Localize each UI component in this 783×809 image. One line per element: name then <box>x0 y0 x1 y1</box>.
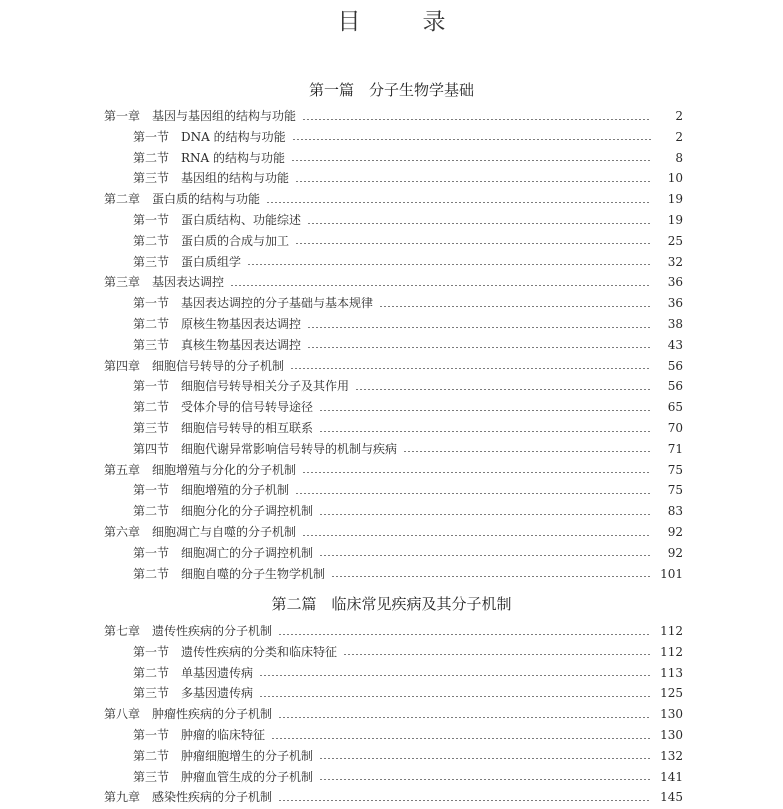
page-number: 70 <box>667 421 683 435</box>
toc-section-entry[interactable] <box>133 642 683 662</box>
dot-leader <box>271 738 651 739</box>
page-number: 112 <box>660 624 683 638</box>
entry-title: 第六章 细胞凋亡与自噬的分子机制 <box>104 525 297 539</box>
dot-leader <box>319 431 651 432</box>
dot-leader <box>319 514 651 515</box>
toc-section-entry[interactable] <box>133 725 683 745</box>
dot-leader <box>259 675 651 676</box>
page-number: 10 <box>667 171 683 186</box>
entry-title: 第八章 肿瘤性疾病的分子机制 <box>104 707 273 722</box>
dot-leader <box>295 493 651 494</box>
dot-leader <box>295 243 651 244</box>
entry-title: 第二节 RNA 的结构与功能 <box>133 150 286 165</box>
dot-leader <box>291 160 651 161</box>
entry-title: 第三节 细胞信号转导的相互联系 <box>133 421 314 435</box>
dot-leader <box>230 285 651 286</box>
dot-leader <box>302 119 651 120</box>
toc-section-entry[interactable] <box>133 746 683 766</box>
dot-leader <box>266 202 651 203</box>
toc-chapter-entry[interactable] <box>104 704 683 724</box>
entry-title: 第一节 遗传性疾病的分类和临床特征 <box>133 644 338 659</box>
page-number: 43 <box>667 337 683 352</box>
entry-title: 第九章 感染性疾病的分子机制 <box>104 790 273 805</box>
toc-section-entry[interactable] <box>133 439 683 459</box>
title-char-1: 目 <box>337 9 361 35</box>
page-number: 92 <box>667 525 683 539</box>
entry-title: 第四节 细胞代谢异常影响信号转导的机制与疾病 <box>133 441 398 456</box>
entry-title: 第一节 细胞增殖的分子机制 <box>133 483 290 498</box>
page-number: 36 <box>667 296 683 311</box>
toc-chapter-entry[interactable] <box>104 106 683 126</box>
entry-title: 第一节 基因表达调控的分子基础与基本规律 <box>133 296 374 311</box>
toc-chapter-entry[interactable] <box>104 621 683 641</box>
dot-leader <box>403 451 651 452</box>
page-number: 130 <box>660 728 683 742</box>
dot-leader <box>307 327 651 328</box>
toc-section-entry[interactable] <box>133 231 683 251</box>
page-number: 19 <box>667 213 683 227</box>
page-number: 38 <box>667 317 683 331</box>
page-number: 65 <box>667 400 683 415</box>
dot-leader <box>247 264 651 265</box>
toc-section-entry[interactable] <box>133 376 683 396</box>
dot-leader <box>319 758 651 759</box>
page-number: 56 <box>667 358 683 373</box>
part-heading: 第二篇 临床常见疾病及其分子机制 <box>271 595 512 613</box>
entry-title: 第一节 细胞信号转导相关分子及其作用 <box>133 379 350 394</box>
dot-leader <box>319 410 651 411</box>
toc-section-entry[interactable] <box>133 168 683 188</box>
entry-title: 第二节 单基因遗传病 <box>133 665 254 680</box>
toc-chapter-entry[interactable] <box>104 460 683 480</box>
dot-leader <box>295 181 651 182</box>
page-number: 112 <box>660 644 683 659</box>
toc-chapter-entry[interactable] <box>104 787 683 807</box>
page-number: 19 <box>667 192 683 207</box>
dot-leader <box>319 555 651 556</box>
entry-title: 第一节 细胞凋亡的分子调控机制 <box>133 545 314 560</box>
toc-chapter-entry[interactable] <box>104 522 683 542</box>
dot-leader <box>331 576 651 577</box>
toc-section-entry[interactable] <box>133 663 683 683</box>
toc-section-entry[interactable] <box>133 127 683 147</box>
dot-leader <box>355 389 651 390</box>
dot-leader <box>290 368 651 369</box>
entry-title: 第三节 肿瘤血管生成的分子机制 <box>133 769 314 784</box>
page-number: 75 <box>667 483 683 498</box>
entry-title: 第五章 细胞增殖与分化的分子机制 <box>104 462 297 477</box>
page-number: 32 <box>667 254 683 269</box>
entry-title: 第三节 蛋白质组学 <box>133 254 242 269</box>
toc-section-entry[interactable] <box>133 148 683 168</box>
toc-section-entry[interactable] <box>133 767 683 787</box>
page-number: 113 <box>660 665 683 680</box>
page-number: 101 <box>660 566 683 581</box>
toc-section-entry[interactable] <box>133 501 683 521</box>
dot-leader <box>307 347 651 348</box>
dot-leader <box>379 306 651 307</box>
entry-title: 第三章 基因表达调控 <box>104 275 225 290</box>
toc-section-entry[interactable] <box>133 335 683 355</box>
page-number: 25 <box>667 233 683 248</box>
page-number: 132 <box>660 748 683 763</box>
page-title <box>0 6 783 38</box>
dot-leader <box>278 800 651 801</box>
toc-section-entry[interactable] <box>133 252 683 272</box>
page-number: 2 <box>675 129 683 144</box>
entry-title: 第三节 真核生物基因表达调控 <box>133 337 302 352</box>
toc-section-entry[interactable] <box>133 564 683 584</box>
page-number: 130 <box>660 707 683 722</box>
entry-title: 第二节 细胞自噬的分子生物学机制 <box>133 566 326 581</box>
page-number: 141 <box>660 769 683 784</box>
page-number: 75 <box>667 462 683 477</box>
page-number: 71 <box>667 441 683 456</box>
dot-leader <box>319 779 651 780</box>
page-number: 145 <box>660 790 683 805</box>
page-number: 36 <box>667 275 683 290</box>
entry-title: 第二节 受体介导的信号转导途径 <box>133 400 314 415</box>
page-number: 92 <box>667 545 683 560</box>
page-number: 2 <box>675 109 683 123</box>
page-number: 8 <box>675 150 683 165</box>
entry-title: 第一节 蛋白质结构、功能综述 <box>133 213 302 227</box>
page-number: 83 <box>667 504 683 519</box>
dot-leader <box>259 696 651 697</box>
entry-title: 第一节 肿瘤的临床特征 <box>133 728 266 742</box>
entry-title: 第四章 细胞信号转导的分子机制 <box>104 358 285 373</box>
entry-title: 第三节 基因组的结构与功能 <box>133 171 290 186</box>
dot-leader <box>343 654 651 655</box>
entry-title: 第三节 多基因遗传病 <box>133 686 254 701</box>
toc-chapter-entry[interactable] <box>104 272 683 292</box>
toc-chapter-entry[interactable] <box>104 356 683 376</box>
entry-title: 第二章 蛋白质的结构与功能 <box>104 192 261 207</box>
dot-leader <box>302 535 651 536</box>
entry-title: 第一节 DNA 的结构与功能 <box>133 129 286 144</box>
toc-section-entry[interactable] <box>133 397 683 417</box>
page-number: 125 <box>660 686 683 701</box>
toc-section-entry[interactable] <box>133 480 683 500</box>
dot-leader <box>292 139 651 140</box>
dot-leader <box>278 634 651 635</box>
dot-leader <box>307 223 651 224</box>
page-number: 56 <box>667 379 683 394</box>
toc-section-entry[interactable] <box>133 314 683 334</box>
part-heading: 第一篇 分子生物学基础 <box>308 81 474 99</box>
toc-section-entry[interactable] <box>133 293 683 313</box>
entry-title: 第七章 遗传性疾病的分子机制 <box>104 624 273 638</box>
title-char-2: 录 <box>422 9 446 35</box>
toc-section-entry[interactable] <box>133 210 683 230</box>
dot-leader <box>302 472 651 473</box>
toc-chapter-entry[interactable] <box>104 189 683 209</box>
entry-title: 第二节 细胞分化的分子调控机制 <box>133 504 314 519</box>
toc-section-entry[interactable] <box>133 683 683 703</box>
dot-leader <box>278 717 651 718</box>
entry-title: 第二节 原核生物基因表达调控 <box>133 317 302 331</box>
entry-title: 第二节 肿瘤细胞增生的分子机制 <box>133 748 314 763</box>
entry-title: 第一章 基因与基因组的结构与功能 <box>104 109 297 123</box>
toc-section-entry[interactable] <box>133 418 683 438</box>
toc-section-entry[interactable] <box>133 543 683 563</box>
entry-title: 第二节 蛋白质的合成与加工 <box>133 233 290 248</box>
